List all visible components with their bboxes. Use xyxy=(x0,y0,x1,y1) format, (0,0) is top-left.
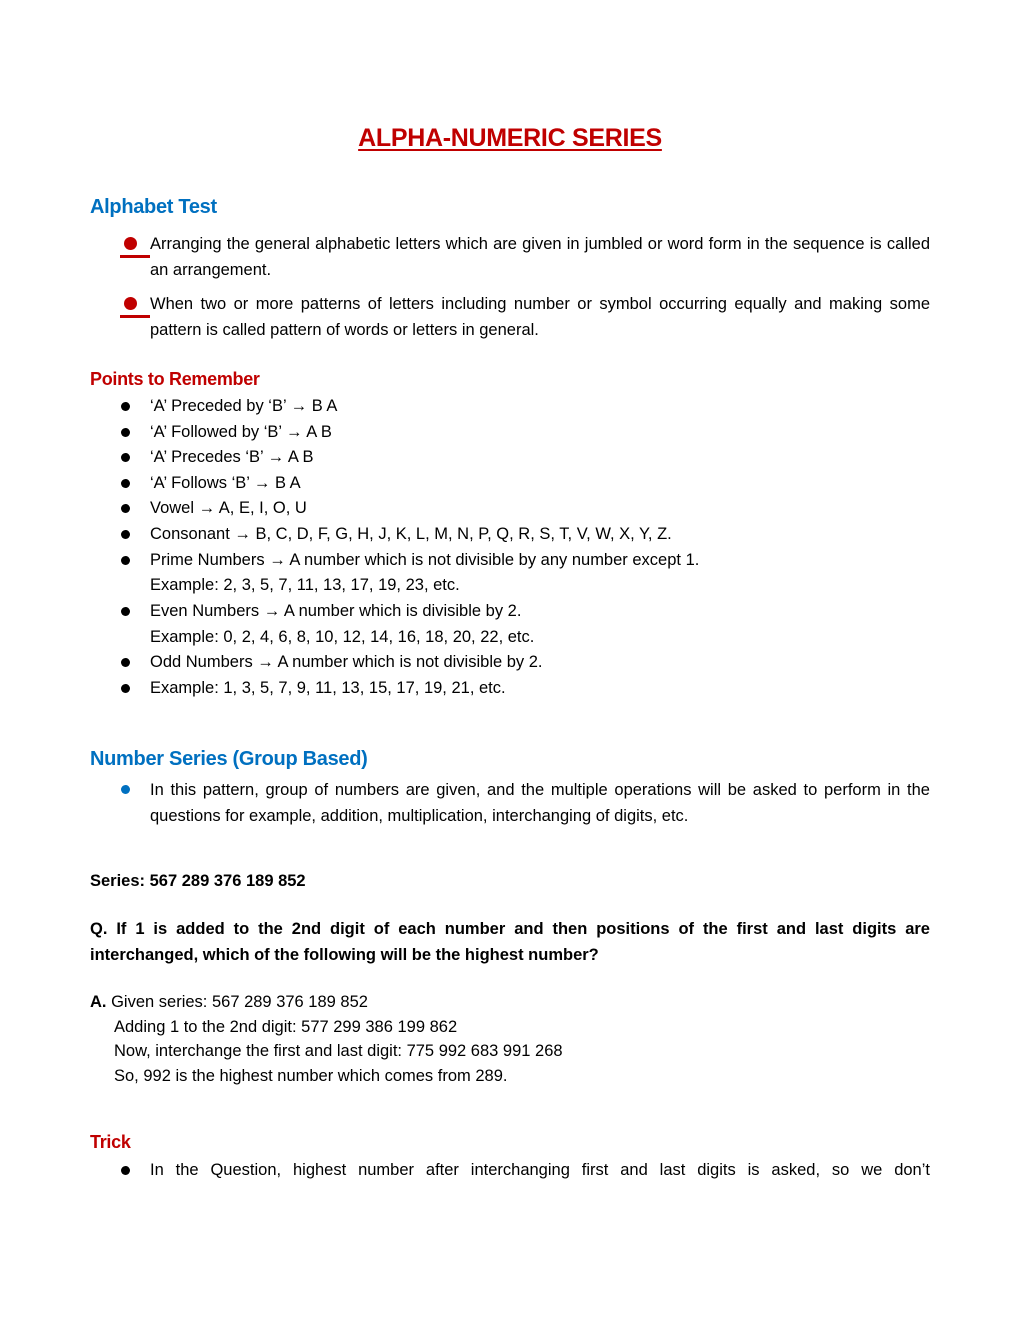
point-item: ‘A’ Precedes ‘B’ → A B xyxy=(150,448,314,466)
series-line: Series: 567 289 376 189 852 xyxy=(90,872,306,890)
bullet-icon xyxy=(121,658,130,667)
answer-line-4: So, 992 is the highest number which comes from 289. xyxy=(114,1067,508,1085)
bullet-icon xyxy=(121,504,130,513)
red-bullet-icon xyxy=(120,236,150,261)
section-heading-points-to-remember: Points to Remember xyxy=(90,369,260,389)
point-item: ‘A’ Follows ‘B’ → B A xyxy=(150,474,301,492)
point-item: Even Numbers → A number which is divisible by 2. xyxy=(150,602,522,620)
point-item: Odd Numbers → A number which is not divisible by 2. xyxy=(150,653,543,671)
bullet-icon xyxy=(121,402,130,411)
answer-line-3: Now, interchange the first and last digit: 775 992 683 991 268 xyxy=(114,1042,563,1060)
answer-text: Given series: 567 289 376 189 852 xyxy=(111,993,368,1011)
point-item-example: Example: 2, 3, 5, 7, 11, 13, 17, 19, 23, etc. xyxy=(150,576,460,594)
answer-line-2: Adding 1 to the 2nd digit: 577 299 386 199 862 xyxy=(114,1018,458,1036)
bullet-icon xyxy=(121,785,130,794)
answer-line-1 xyxy=(90,990,368,1015)
red-bullet-icon xyxy=(120,296,150,321)
section-heading-alphabet-test: Alphabet Test xyxy=(90,196,217,218)
point-item: ‘A’ Preceded by ‘B’ → B A xyxy=(150,397,338,415)
bullet-icon xyxy=(121,1166,130,1175)
bullet-icon xyxy=(121,684,130,693)
bullet-icon xyxy=(121,607,130,616)
section-heading-trick: Trick xyxy=(90,1132,131,1152)
point-item: Vowel → A, E, I, O, U xyxy=(150,499,307,517)
point-item: ‘A’ Followed by ‘B’ → A B xyxy=(150,423,332,441)
page-title: ALPHA-NUMERIC SERIES xyxy=(358,124,662,152)
section-heading-number-series: Number Series (Group Based) xyxy=(90,748,368,770)
bullet-icon xyxy=(121,530,130,539)
point-item-example: Example: 0, 2, 4, 6, 8, 10, 12, 14, 16, 18, 20, 22, etc. xyxy=(150,628,535,646)
answer-label: A. xyxy=(90,993,107,1011)
bullet-icon xyxy=(121,453,130,462)
bullet-icon xyxy=(121,428,130,437)
bullet-icon xyxy=(121,479,130,488)
bullet-icon xyxy=(121,556,130,565)
point-item: Consonant → B, C, D, F, G, H, J, K, L, M, N, P, Q, R, S, T, V, W, X, Y, Z. xyxy=(150,525,672,543)
number-series-item: In this pattern, group of numbers are given, and the multiple operations will be asked to perform in the questions for example, addition, multiplication, interchanging of digits, etc. xyxy=(150,781,930,825)
point-item: Example: 1, 3, 5, 7, 9, 11, 13, 15, 17, 19, 21, etc. xyxy=(150,679,506,697)
question-text: Q. If 1 is added to the 2nd digit of each number and then positions of the first and last digits are interchanged, which of the following will be the highest number? xyxy=(90,920,930,964)
alphabet-test-item-2: When two or more patterns of letters including number or symbol occurring equally and making some pattern is called pattern of words or letters in general. xyxy=(150,295,930,339)
trick-item: In the Question, highest number after interchanging first and last digits is asked, so we don’t xyxy=(150,1161,930,1179)
point-item: Prime Numbers → A number which is not divisible by any number except 1. xyxy=(150,551,700,569)
alphabet-test-item-1: Arranging the general alphabetic letters which are given in jumbled or word form in the sequence is called an arrangement. xyxy=(150,235,930,279)
